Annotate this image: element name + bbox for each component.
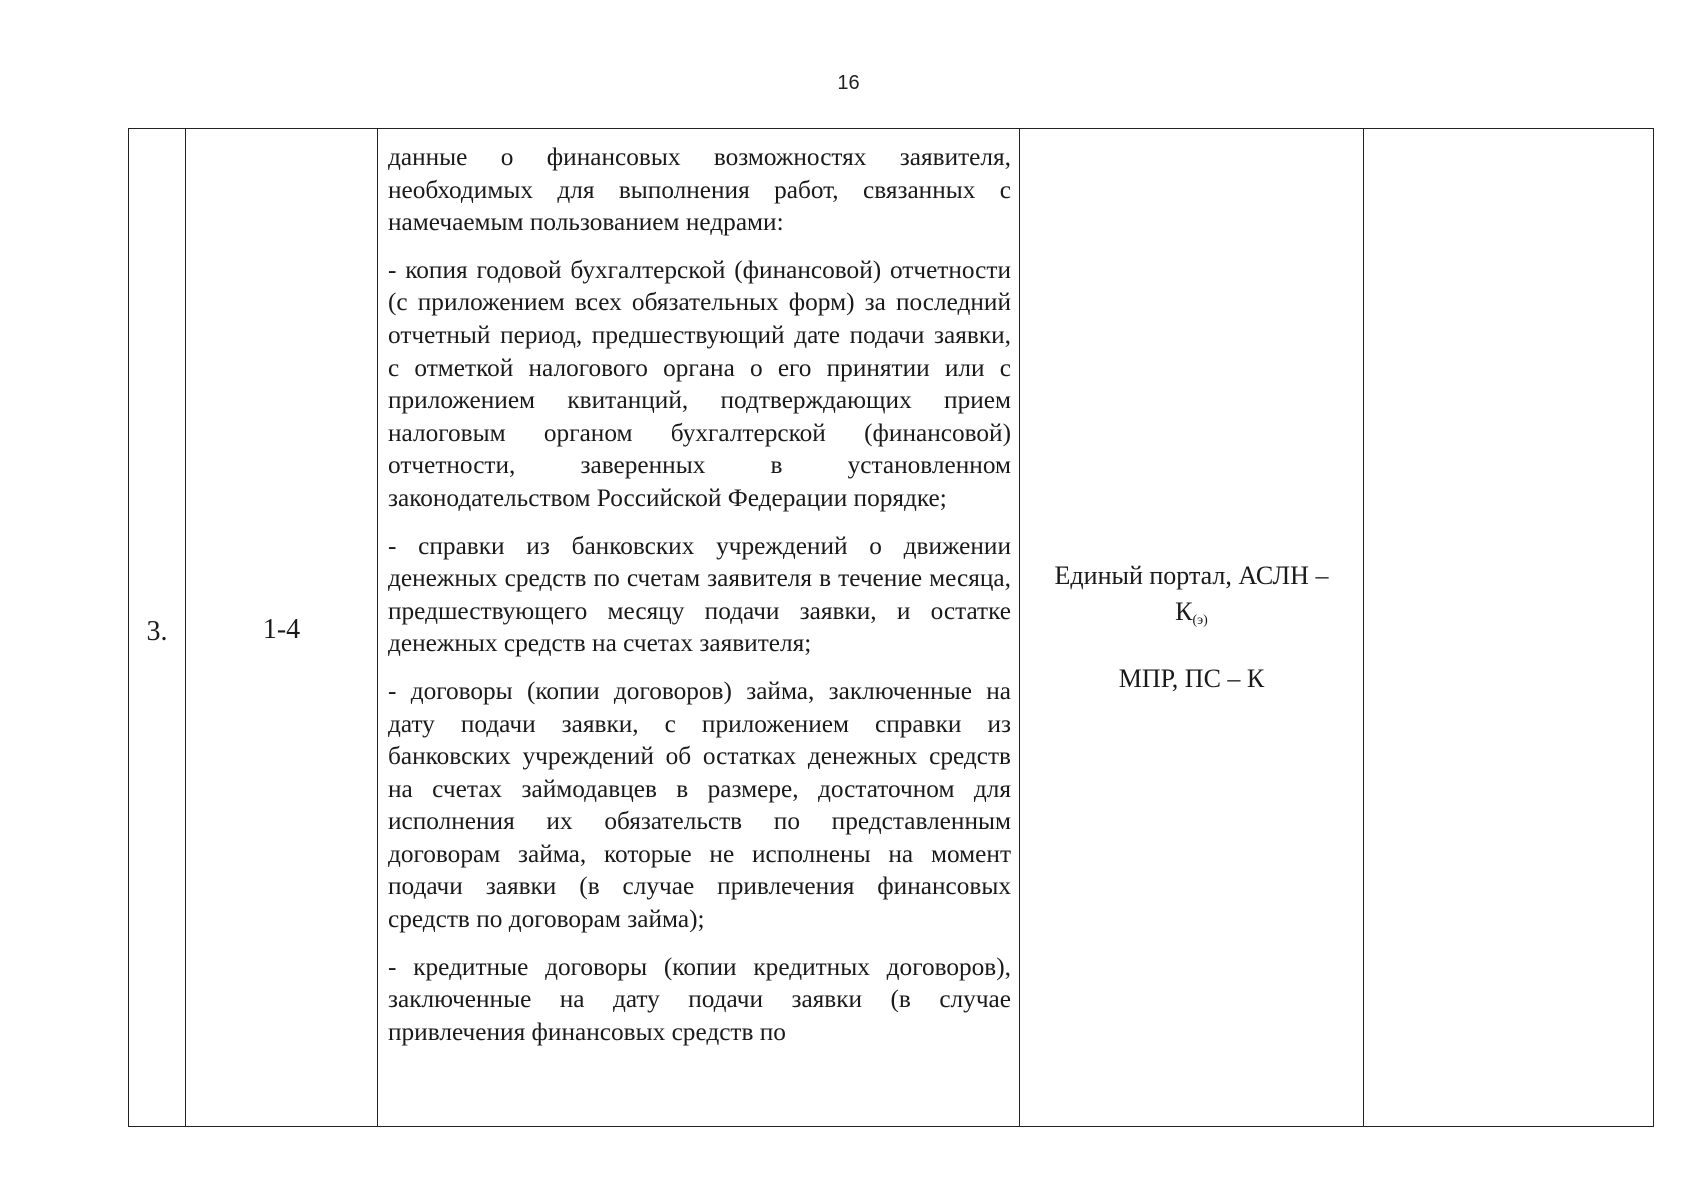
empty-cell	[1364, 129, 1654, 1127]
source-line	[1026, 594, 1357, 639]
row-number: 3.	[129, 129, 186, 1127]
table-row	[129, 129, 1654, 1127]
paragraph: - копия годовой бухгалтерской (финансовой) отчетности (с приложением всех обязательных форм) за последний отчетный период, предшествующий дате подачи заявки, с отметкой налогового органа о его принятии или с приложением квитанций, подтверждающих прием налоговым органом бухгалтерской (финансовой) отчетности, заверенных в установленном законодательством Российской Федерации порядке;	[388, 255, 1011, 512]
source-letter: К	[1175, 597, 1193, 626]
paragraph: данные о финансовых возможностях заявителя, необходимых для выполнения работ, связанных с намечаемым пользованием недрами:	[388, 143, 1011, 237]
source-line: Единый портал, АСЛН –	[1054, 561, 1329, 590]
document-table	[128, 128, 1654, 1127]
requirements-text	[378, 129, 1020, 1127]
source-line: МПР, ПС – К	[1118, 664, 1265, 693]
paragraph: - справки из банковских учреждений о движении денежных средств по счетам заявителя в течение месяца, предшествующего месяцу подачи заявки, и остатке денежных средств на счетах заявителя;	[388, 531, 1011, 658]
paragraph: - договоры (копии договоров) займа, заключенные на дату подачи заявки, с приложением справки из банковских учреждений об остатках денежных средств на счетах займодавцев в размере, достаточном для исполнения их обязательств по представленным договорам займа, которые не исполнены на момент подачи заявки (в случае привлечения финансовых средств по договорам займа);	[388, 676, 1011, 934]
source-cell	[1020, 129, 1364, 1127]
source-subscript: (э)	[1192, 613, 1208, 628]
page-number: 16	[837, 72, 860, 94]
paragraph: - кредитные договоры (копии кредитных договоров), заключенные на дату подачи заявки (в случае привлечения финансовых средств по	[388, 952, 1011, 1046]
row-range: 1-4	[186, 129, 378, 1127]
